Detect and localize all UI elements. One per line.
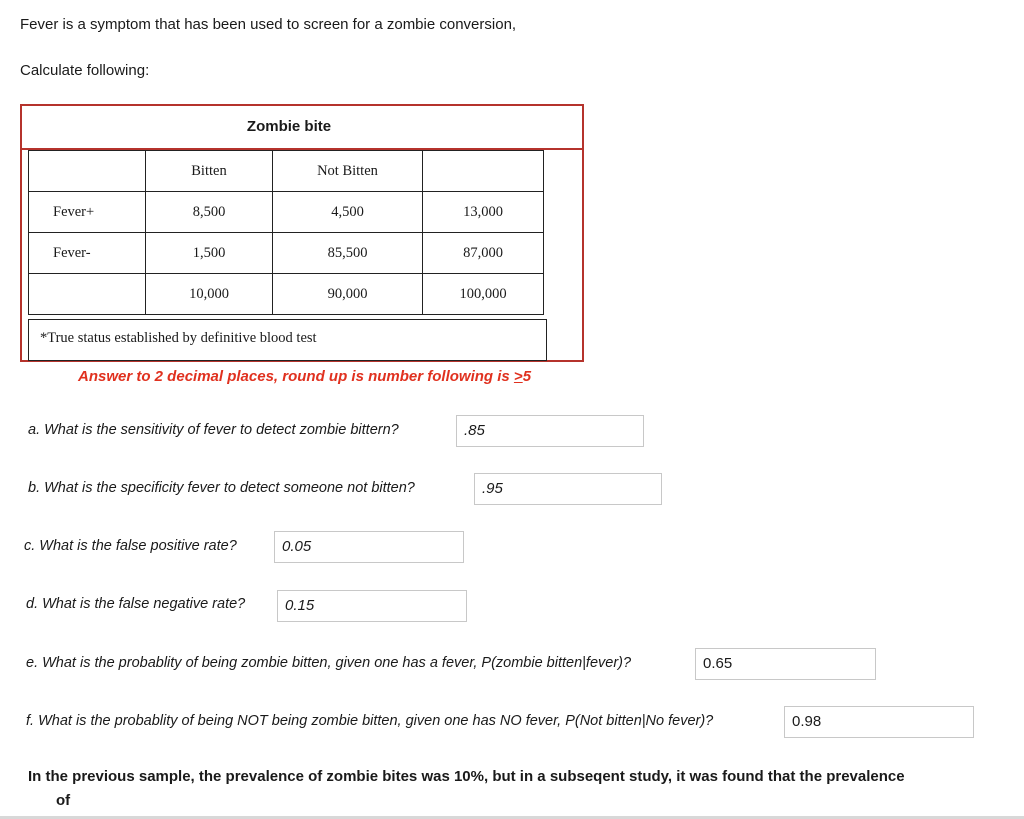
question-f-label: f. What is the probablity of being NOT being zombie bitten, given one has NO fever, P(Not bitten|No fever)? <box>26 713 714 729</box>
answer-c-field[interactable]: 0.05 <box>274 531 464 563</box>
rounding-rule <box>78 368 531 385</box>
table-header-cell: Bitten <box>146 151 273 192</box>
greater-equal-symbol: > <box>513 368 523 385</box>
table-row-label <box>29 274 146 315</box>
table-cell: 85,500 <box>273 233 423 274</box>
table-cell: 4,500 <box>273 192 423 233</box>
table-note: *True status established by definitive blood test <box>40 330 317 346</box>
intro-line: Fever is a symptom that has been used to screen for a zombie conversion, <box>20 16 517 33</box>
question-e-label: e. What is the probablity of being zombie bitten, given one has a fever, P(zombie bitten|fever)? <box>26 655 632 671</box>
table-title: Zombie bite <box>246 118 332 135</box>
answer-b-field[interactable]: .95 <box>474 473 662 505</box>
question-b-label: b. What is the specificity fever to detect someone not bitten? <box>28 480 415 496</box>
table-cell: 100,000 <box>423 274 544 315</box>
question-c-label: c. What is the false positive rate? <box>24 538 237 554</box>
prevalence-line-2: of <box>56 792 71 809</box>
table-cell: 90,000 <box>273 274 423 315</box>
table-cell: 87,000 <box>423 233 544 274</box>
table-cell: 10,000 <box>146 274 273 315</box>
instruction-line: Calculate following: <box>20 62 150 79</box>
prevalence-paragraph <box>28 765 1003 813</box>
answer-d-field[interactable]: 0.15 <box>277 590 467 622</box>
question-a-label: a. What is the sensitivity of fever to detect zombie bittern? <box>28 422 399 438</box>
table-cell: 1,500 <box>146 233 273 274</box>
answer-e-field[interactable]: 0.65 <box>695 648 876 680</box>
question-d-label: d. What is the false negative rate? <box>26 596 246 612</box>
rounding-rule-text: Answer to 2 decimal places, round up is number following is <box>78 368 514 385</box>
table-header-cell <box>29 151 146 192</box>
rounding-rule-number: 5 <box>522 368 532 385</box>
answer-f-field[interactable]: 0.98 <box>784 706 974 738</box>
table-row-label: Fever- <box>29 233 146 274</box>
table-row-label: Fever+ <box>29 192 146 233</box>
table-cell: 13,000 <box>423 192 544 233</box>
table-cell: 8,500 <box>146 192 273 233</box>
table-header-row <box>29 151 544 192</box>
contingency-table <box>28 150 544 315</box>
table-header-cell <box>423 151 544 192</box>
table-header-cell: Not Bitten <box>273 151 423 192</box>
table-row <box>29 274 544 315</box>
prevalence-line-1: In the previous sample, the prevalence of zombie bites was 10%, but in a subseqent study, it was found that the prevalence <box>28 768 905 785</box>
answer-a-field[interactable]: .85 <box>456 415 644 447</box>
table-row <box>29 192 544 233</box>
table-row <box>29 233 544 274</box>
